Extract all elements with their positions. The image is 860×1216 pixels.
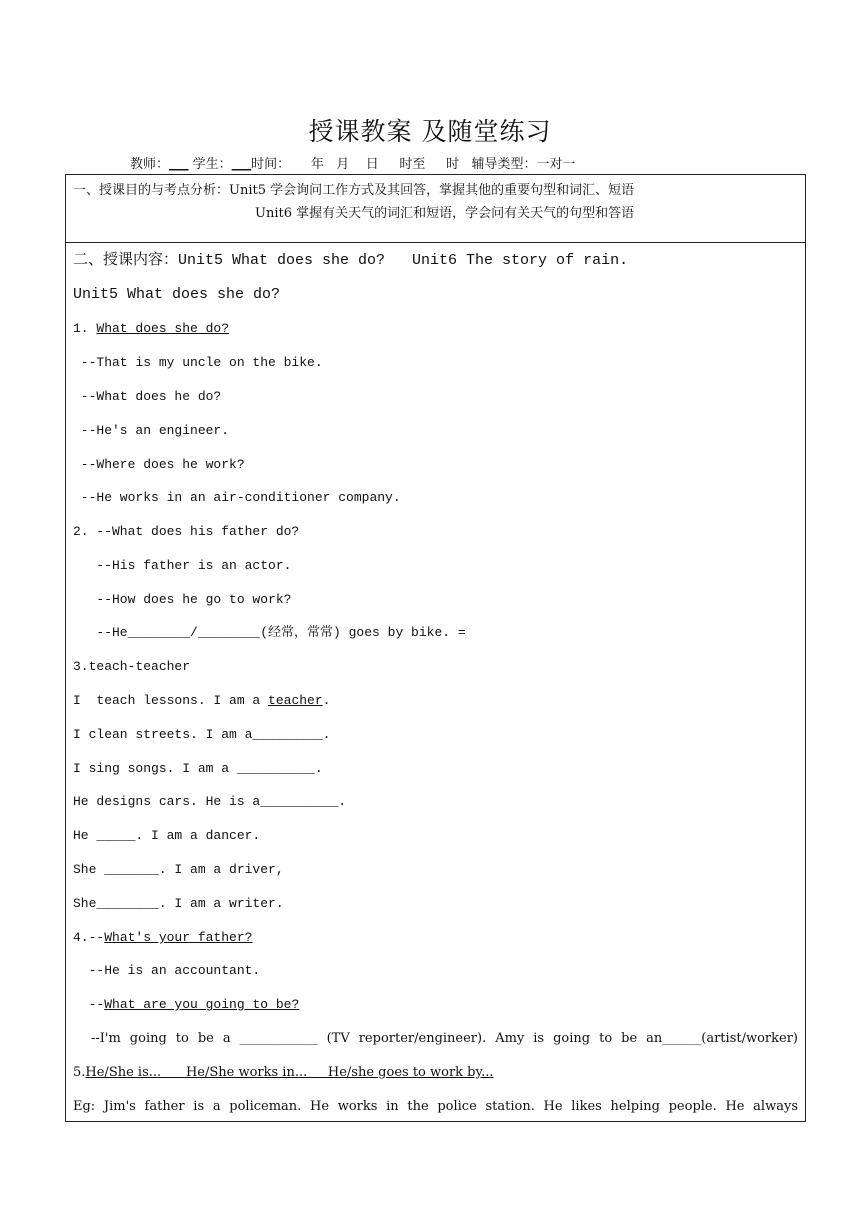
item3-line: I clean streets. I am a_________. xyxy=(73,727,331,742)
item2-line: --How does he go to work? xyxy=(73,592,292,607)
item5-number: 5. xyxy=(73,1065,86,1080)
page-title: 授课教案 及随堂练习 xyxy=(308,117,552,146)
lesson-table xyxy=(65,174,806,1122)
student-label: 学生： xyxy=(188,157,232,172)
item1-number: 1. xyxy=(73,321,97,336)
item3-line: She _______. I am a driver, xyxy=(73,862,284,877)
objective-line-2: Unit6 掌握有关天气的词汇和短语，学会问有关天气的句型和答语 xyxy=(255,206,635,221)
item5-example: Eg: Jim's father is a policeman. He works in the police station. He likes helping people. He always xyxy=(73,1099,798,1114)
item3-line: He designs cars. He is a__________. xyxy=(73,794,347,809)
item2-line: 2. --What does his father do? xyxy=(73,524,300,539)
date-text: 年 月 日 时至 时 xyxy=(290,157,460,172)
item5-pattern-text: He/She is... He/She works in... He/she goes to work by... xyxy=(85,1065,494,1080)
item4-exercise: --I'm going to be a ____________ (TV reporter/engineer). Amy is going to be an______(artist/worker) xyxy=(73,1031,798,1046)
item4-number: 4.-- xyxy=(73,930,105,945)
item3-example-end: . xyxy=(322,693,331,708)
item4-question-2-text: What are you going to be? xyxy=(104,997,300,1012)
item1-line: --He's an engineer. xyxy=(73,423,230,438)
item1-line: --That is my uncle on the bike. xyxy=(73,355,323,370)
item3-example xyxy=(73,693,330,709)
time-label: 时间： xyxy=(251,157,291,172)
item3-line: She________. I am a writer. xyxy=(73,896,284,911)
item4-dash: -- xyxy=(73,997,105,1012)
item5-pattern xyxy=(73,1065,494,1081)
item2-line: --He________/________(经常，常常) goes by bike. = xyxy=(73,625,466,640)
item3-line: He _____. I am a dancer. xyxy=(73,828,261,843)
content-heading: 二、授课内容：Unit5 What does she do? Unit6 The story of rain. xyxy=(73,252,629,269)
objective-line-1: 一、授课目的与考点分析：Unit5 学会询问工作方式及其回答，掌握其他的重要句型和词汇、短语 xyxy=(73,183,635,198)
item4-question-text: What's your father? xyxy=(104,930,253,945)
type-label: 辅导类型： xyxy=(459,157,537,172)
item3-line: I sing songs. I am a __________. xyxy=(73,761,323,776)
item1-question xyxy=(73,321,229,337)
item1-question-text: What does she do? xyxy=(96,321,230,336)
teacher-blank: ___ xyxy=(169,157,189,172)
unit5-title: Unit5 What does she do? xyxy=(73,286,281,303)
item4-answer: --He is an accountant. xyxy=(73,963,261,978)
item4-question-2 xyxy=(73,997,299,1013)
item3-example-text: I teach lessons. I am a xyxy=(73,693,269,708)
item4-question xyxy=(73,930,252,946)
student-blank: ___ xyxy=(231,157,252,172)
table-divider xyxy=(65,242,806,243)
item3-example-word: teacher xyxy=(268,693,323,708)
teacher-label: 教师： xyxy=(130,157,170,172)
item3-heading: 3.teach-teacher xyxy=(73,659,191,674)
item1-line: --What does he do? xyxy=(73,389,222,404)
item1-line: --He works in an air-conditioner company. xyxy=(73,490,401,505)
lesson-meta-line xyxy=(130,153,576,172)
item2-line: --His father is an actor. xyxy=(73,558,292,573)
type-value: 一对一 xyxy=(536,157,576,172)
item1-line: --Where does he work? xyxy=(73,457,245,472)
